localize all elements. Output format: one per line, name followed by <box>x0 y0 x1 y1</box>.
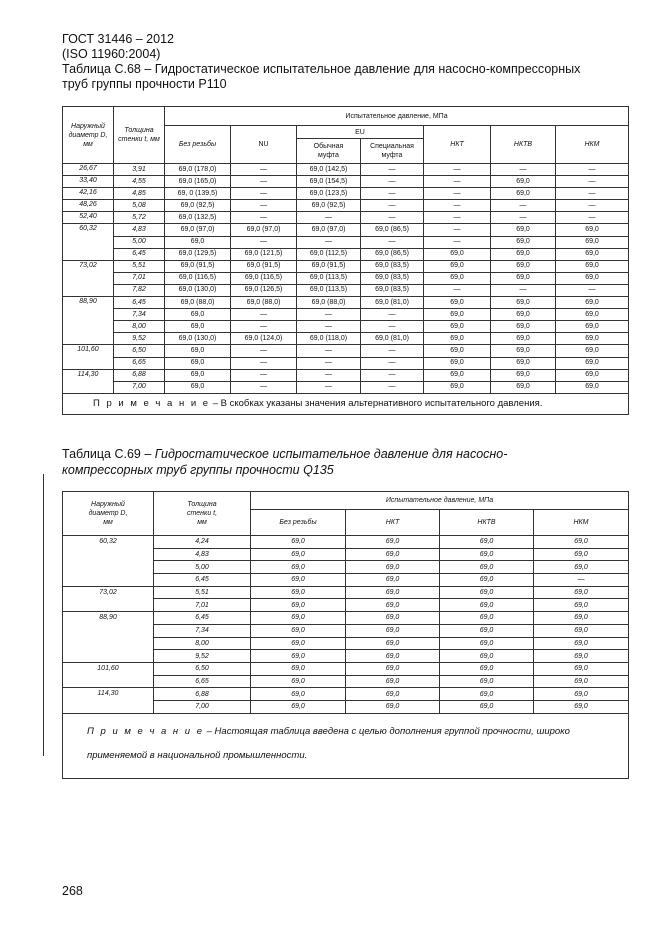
cell-wall: 7,00 <box>154 700 251 713</box>
cell-pressure: 69,0 <box>556 224 629 236</box>
cell-pressure: 69,0 <box>556 297 629 309</box>
cell-pressure: 69,0 (86,5) <box>361 248 424 260</box>
cell-pressure: 69,0 <box>424 333 491 345</box>
cell-pressure: 69,0 (91,5) <box>165 260 231 272</box>
cell-pressure: 69,0 <box>346 612 440 625</box>
cell-wall: 7,34 <box>154 624 251 637</box>
cell-pressure: 69,0 <box>491 176 556 188</box>
cell-wall: 5,51 <box>114 260 165 272</box>
cell-pressure: — <box>297 212 361 224</box>
cell-pressure: — <box>231 188 297 200</box>
cell-wall: 5,00 <box>114 236 165 248</box>
cell-pressure: — <box>361 381 424 393</box>
cell-pressure: 69,0 (88,0) <box>231 297 297 309</box>
cell-pressure: 69,0 <box>491 321 556 333</box>
cell-pressure: 69,0 <box>440 688 534 701</box>
cell-diameter: 73,02 <box>63 586 154 611</box>
cell-pressure: 69,0 <box>556 345 629 357</box>
cell-pressure: 69,0 (129,5) <box>165 248 231 260</box>
cell-pressure: 69,0 (116,5) <box>165 272 231 284</box>
cell-pressure: 69,0 <box>346 624 440 637</box>
table-69-title <box>62 446 507 478</box>
cell-diameter: 114,30 <box>63 369 114 393</box>
cell-pressure: 69,0 <box>440 548 534 561</box>
cell-pressure: — <box>556 200 629 212</box>
cell-pressure: 69,0 <box>534 637 629 650</box>
cell-pressure: 69,0 <box>440 536 534 549</box>
cell-pressure: — <box>361 188 424 200</box>
cell-pressure: — <box>297 345 361 357</box>
cell-diameter: 88,90 <box>63 297 114 345</box>
table-c68 <box>62 106 629 415</box>
cell-pressure: 69,0 (91,5) <box>231 260 297 272</box>
cell-pressure: — <box>424 176 491 188</box>
cell-pressure: 69,0 <box>491 381 556 393</box>
doc-code: ГОСТ 31446 – 2012 <box>62 32 174 46</box>
cell-pressure: — <box>231 345 297 357</box>
cell-pressure: 69,0 <box>251 612 346 625</box>
cell-pressure: — <box>231 212 297 224</box>
cell-pressure: 69,0 <box>534 624 629 637</box>
note-text: – Настоящая таблица введена с целью дополнения группой прочности, широко применяемой в национальной промышленности. <box>87 725 570 761</box>
cell-pressure: 69,0 <box>251 662 346 675</box>
table-row <box>63 688 629 701</box>
cell-pressure: 69,0 (130,0) <box>165 284 231 296</box>
table-row <box>63 369 629 381</box>
cell-pressure: 69,0 (165,0) <box>165 176 231 188</box>
cell-pressure: 69,0 <box>424 321 491 333</box>
table-row <box>63 272 629 284</box>
cell-pressure: 69,0 <box>534 561 629 574</box>
cell-pressure: 69,0 <box>534 599 629 612</box>
cell-pressure: 69,0 <box>251 675 346 688</box>
table-68-title-line1: Таблица С.68 – Гидростатическое испытательное давление для насосно-компрессорных <box>62 62 581 76</box>
cell-wall: 3,91 <box>114 164 165 176</box>
cell-wall: 6,50 <box>154 662 251 675</box>
col-header-diameter: Наружный диаметр D, мм <box>63 492 154 536</box>
table-c69-note <box>63 713 629 778</box>
table-69-title-line1: Гидростатическое испытательное давление для насосно- <box>154 447 508 461</box>
table-row <box>63 188 629 200</box>
cell-diameter: 73,02 <box>63 260 114 296</box>
table-69-title-line2: компрессорных труб группы прочности Q135 <box>62 463 334 477</box>
col-header-wall: Толщина стенки t, мм <box>114 107 165 164</box>
cell-pressure: 69,0 <box>424 369 491 381</box>
cell-pressure: — <box>361 309 424 321</box>
cell-pressure: — <box>556 284 629 296</box>
cell-pressure: 69,0 <box>346 688 440 701</box>
col-header-nkm: НКМ <box>556 126 629 164</box>
col-header-test-pressure: Испытательное давление, МПа <box>251 492 629 510</box>
cell-pressure: — <box>231 357 297 369</box>
cell-pressure: 69,0 <box>251 637 346 650</box>
table-69-title-prefix: Таблица С.69 – <box>62 447 155 461</box>
cell-pressure: 69,0 <box>165 345 231 357</box>
cell-pressure: 69,0 <box>424 260 491 272</box>
doc-iso-code: (ISO 11960:2004) <box>62 47 161 61</box>
table-row <box>63 236 629 248</box>
cell-pressure: 69,0 <box>556 369 629 381</box>
cell-pressure: 69,0 <box>346 586 440 599</box>
cell-pressure: 69,0 (91,5) <box>297 260 361 272</box>
col-header-nktv: НКТВ <box>491 126 556 164</box>
col-header-nkt: НКТ <box>424 126 491 164</box>
cell-pressure: 69,0 (97,0) <box>297 224 361 236</box>
cell-pressure: — <box>424 236 491 248</box>
cell-wall: 6,88 <box>154 688 251 701</box>
cell-wall: 6,45 <box>154 574 251 587</box>
table-68-title-line2: труб группы прочности Р110 <box>62 77 227 91</box>
cell-pressure: — <box>297 236 361 248</box>
table-row <box>63 260 629 272</box>
cell-pressure: 69,0 <box>165 309 231 321</box>
cell-pressure: 69,0 <box>251 688 346 701</box>
cell-pressure: 69,0 <box>440 700 534 713</box>
col-header-nkt: НКТ <box>346 510 440 536</box>
cell-pressure: 69,0 (123,5) <box>297 188 361 200</box>
cell-pressure: 69,0 (81,0) <box>361 297 424 309</box>
cell-pressure: — <box>231 164 297 176</box>
cell-wall: 7,01 <box>114 272 165 284</box>
cell-pressure: 69,0 <box>534 700 629 713</box>
cell-pressure: — <box>424 224 491 236</box>
cell-pressure: 69,0 <box>556 248 629 260</box>
cell-pressure: 69,0 <box>440 574 534 587</box>
cell-pressure: 69,0 <box>491 369 556 381</box>
cell-pressure: 69,0 <box>251 586 346 599</box>
cell-pressure: 69,0 <box>165 321 231 333</box>
cell-pressure: 69,0 <box>440 586 534 599</box>
cell-pressure: 69,0 <box>346 700 440 713</box>
cell-pressure: — <box>491 212 556 224</box>
cell-wall: 8,00 <box>154 637 251 650</box>
cell-pressure: 69,0 (92,5) <box>297 200 361 212</box>
cell-pressure: 69,0 <box>251 548 346 561</box>
cell-pressure: 69,0 <box>534 548 629 561</box>
cell-pressure: 69,0 <box>491 236 556 248</box>
cell-wall: 5,08 <box>114 200 165 212</box>
cell-wall: 5,72 <box>114 212 165 224</box>
cell-pressure: — <box>361 369 424 381</box>
cell-pressure: 69,0 <box>424 345 491 357</box>
cell-pressure: — <box>231 369 297 381</box>
table-c69 <box>62 491 629 779</box>
page-number: 268 <box>62 884 83 898</box>
cell-pressure: 69,0 <box>556 272 629 284</box>
cell-pressure: 69,0 <box>346 675 440 688</box>
cell-diameter: 33,40 <box>63 176 114 188</box>
cell-pressure: 69,0 <box>491 297 556 309</box>
cell-pressure: — <box>361 345 424 357</box>
cell-wall: 7,34 <box>114 309 165 321</box>
cell-pressure: 69,0 <box>251 536 346 549</box>
cell-pressure: — <box>297 309 361 321</box>
cell-pressure: — <box>424 284 491 296</box>
table-row <box>63 309 629 321</box>
table-row <box>63 345 629 357</box>
table-row <box>63 200 629 212</box>
cell-pressure: — <box>361 176 424 188</box>
cell-wall: 4,83 <box>154 548 251 561</box>
cell-pressure: 69,0 (83,5) <box>361 272 424 284</box>
cell-pressure: 69,0 <box>424 309 491 321</box>
cell-pressure: — <box>491 164 556 176</box>
cell-diameter: 42,16 <box>63 188 114 200</box>
cell-diameter: 52,40 <box>63 212 114 224</box>
cell-pressure: 69,0 <box>346 662 440 675</box>
cell-pressure: 69,0 <box>534 650 629 663</box>
cell-pressure: — <box>361 164 424 176</box>
cell-wall: 5,51 <box>154 586 251 599</box>
cell-pressure: 69,0 <box>346 548 440 561</box>
cell-pressure: 69,0 (92,5) <box>165 200 231 212</box>
cell-pressure: — <box>361 200 424 212</box>
cell-pressure: — <box>556 212 629 224</box>
cell-pressure: 69,0 <box>534 662 629 675</box>
cell-pressure: 69,0 <box>424 248 491 260</box>
cell-pressure: 69,0 (81,0) <box>361 333 424 345</box>
cell-pressure: 69,0 <box>165 381 231 393</box>
cell-wall: 6,45 <box>154 612 251 625</box>
cell-pressure: 69,0 (118,0) <box>297 333 361 345</box>
cell-pressure: 69,0 (88,0) <box>297 297 361 309</box>
cell-pressure: — <box>491 200 556 212</box>
cell-pressure: 69,0 <box>534 688 629 701</box>
cell-pressure: — <box>297 321 361 333</box>
cell-pressure: 69,0 (126,5) <box>231 284 297 296</box>
cell-wall: 9,52 <box>154 650 251 663</box>
cell-pressure: 69,0 <box>534 536 629 549</box>
cell-pressure: 69,0 <box>440 561 534 574</box>
cell-pressure: 69,0 <box>424 272 491 284</box>
cell-wall: 6,45 <box>114 297 165 309</box>
cell-pressure: — <box>361 236 424 248</box>
cell-pressure: 69,0 (112,5) <box>297 248 361 260</box>
cell-pressure: 69,0 <box>346 650 440 663</box>
cell-pressure: 69,0 <box>251 624 346 637</box>
margin-line <box>43 474 44 756</box>
cell-pressure: — <box>424 188 491 200</box>
note-text: – В скобках указаны значения альтернативного испытательного давления. <box>210 398 543 410</box>
cell-pressure: 69,0 <box>440 675 534 688</box>
col-header-wall: Толщина стенки t, мм <box>154 492 251 536</box>
cell-diameter: 101,60 <box>63 662 154 687</box>
cell-pressure: 69,0 <box>556 260 629 272</box>
cell-wall: 6,65 <box>114 357 165 369</box>
cell-pressure: 69,0 <box>556 357 629 369</box>
cell-pressure: 69,0 (97,0) <box>231 224 297 236</box>
cell-pressure: 69,0 <box>556 333 629 345</box>
table-row <box>63 212 629 224</box>
cell-pressure: — <box>297 369 361 381</box>
cell-diameter: 26,67 <box>63 164 114 176</box>
table-row <box>63 248 629 260</box>
table-row <box>63 662 629 675</box>
table-row <box>63 284 629 296</box>
cell-pressure: 69,0 <box>346 561 440 574</box>
cell-wall: 7,00 <box>114 381 165 393</box>
cell-pressure: 69,0 <box>491 333 556 345</box>
cell-pressure: 69,0 (142,5) <box>297 164 361 176</box>
table-row <box>63 536 629 549</box>
cell-pressure: 69,0 <box>534 612 629 625</box>
col-header-no-thread: Без резьбы <box>251 510 346 536</box>
cell-pressure: 69,0 <box>556 309 629 321</box>
cell-pressure: 69,0 <box>491 188 556 200</box>
cell-diameter: 48,26 <box>63 200 114 212</box>
cell-pressure: 69,0 <box>491 224 556 236</box>
table-row <box>63 357 629 369</box>
table-c68-note <box>63 393 629 414</box>
cell-pressure: 69,0 <box>440 662 534 675</box>
cell-pressure: 69,0 <box>440 612 534 625</box>
cell-pressure: — <box>297 357 361 369</box>
cell-pressure: 69,0 (83,5) <box>361 284 424 296</box>
table-row <box>63 333 629 345</box>
cell-wall: 4,24 <box>154 536 251 549</box>
cell-pressure: — <box>231 381 297 393</box>
col-header-eu-regular: Обычная муфта <box>297 139 361 164</box>
cell-wall: 6,65 <box>154 675 251 688</box>
cell-wall: 9,52 <box>114 333 165 345</box>
cell-diameter: 60,32 <box>63 536 154 587</box>
cell-pressure: — <box>361 321 424 333</box>
cell-pressure: 69,0 <box>491 345 556 357</box>
cell-pressure: 69,0 <box>251 650 346 663</box>
cell-pressure: 69,0 <box>424 297 491 309</box>
cell-pressure: — <box>231 321 297 333</box>
cell-pressure: 69,0 <box>556 236 629 248</box>
table-row <box>63 297 629 309</box>
cell-pressure: — <box>231 309 297 321</box>
cell-pressure: 69,0 <box>346 574 440 587</box>
cell-pressure: 69,0 (130,0) <box>165 333 231 345</box>
cell-pressure: 69,0 <box>491 260 556 272</box>
table-row <box>63 321 629 333</box>
note-label: П р и м е ч а н и е <box>93 398 211 410</box>
cell-pressure: 69,0 (154,5) <box>297 176 361 188</box>
cell-pressure: 69,0 <box>556 381 629 393</box>
table-row <box>63 176 629 188</box>
cell-pressure: 69,0 <box>556 321 629 333</box>
cell-pressure: 69,0 <box>491 309 556 321</box>
cell-pressure: — <box>556 176 629 188</box>
cell-pressure: 69,0 <box>346 536 440 549</box>
cell-pressure: — <box>361 212 424 224</box>
cell-pressure: — <box>231 236 297 248</box>
cell-wall: 4,85 <box>114 188 165 200</box>
col-header-nkm: НКМ <box>534 510 629 536</box>
cell-pressure: 69,0 <box>251 561 346 574</box>
cell-pressure: 69,0 (178,0) <box>165 164 231 176</box>
cell-pressure: 69,0 <box>491 272 556 284</box>
table-c69-body <box>63 536 629 714</box>
cell-pressure: 69,0 (121,5) <box>231 248 297 260</box>
cell-pressure: 69,0 <box>440 624 534 637</box>
cell-pressure: 69,0 (113,5) <box>297 272 361 284</box>
cell-pressure: 69,0 <box>251 574 346 587</box>
cell-pressure: 69,0 <box>440 637 534 650</box>
cell-pressure: 69,0 <box>346 637 440 650</box>
cell-pressure: 69,0 <box>534 675 629 688</box>
cell-pressure: 69,0 (116,5) <box>231 272 297 284</box>
cell-pressure: 69,0 <box>440 650 534 663</box>
cell-wall: 8,00 <box>114 321 165 333</box>
cell-pressure: 69,0 <box>491 248 556 260</box>
cell-diameter: 60,32 <box>63 224 114 260</box>
col-header-eu-special: Специальная муфта <box>361 139 424 164</box>
col-header-diameter: Наружный диаметр D, мм <box>63 107 114 164</box>
cell-pressure: — <box>424 164 491 176</box>
cell-pressure: — <box>231 200 297 212</box>
table-row <box>63 612 629 625</box>
cell-pressure: 69, 0 (139,5) <box>165 188 231 200</box>
table-row <box>63 224 629 236</box>
cell-pressure: — <box>556 188 629 200</box>
cell-pressure: — <box>556 164 629 176</box>
cell-pressure: 69,0 (132,5) <box>165 212 231 224</box>
col-header-nktv: НКТВ <box>440 510 534 536</box>
table-row <box>63 586 629 599</box>
cell-pressure: 69,0 <box>424 381 491 393</box>
cell-diameter: 114,30 <box>63 688 154 713</box>
col-header-nu: NU <box>231 126 297 164</box>
cell-wall: 6,45 <box>114 248 165 260</box>
cell-pressure: 69,0 (86,5) <box>361 224 424 236</box>
cell-pressure: — <box>361 357 424 369</box>
cell-pressure: 69,0 (83,5) <box>361 260 424 272</box>
note-label: П р и м е ч а н и е <box>87 725 204 737</box>
cell-wall: 4,83 <box>114 224 165 236</box>
cell-diameter: 101,60 <box>63 345 114 369</box>
cell-pressure: 69,0 <box>165 369 231 381</box>
col-header-test-pressure: Испытательное давление, МПа <box>165 107 629 126</box>
cell-wall: 4,55 <box>114 176 165 188</box>
cell-wall: 7,01 <box>154 599 251 612</box>
cell-pressure: 69,0 <box>346 599 440 612</box>
cell-pressure: 69,0 <box>534 586 629 599</box>
cell-pressure: 69,0 <box>251 599 346 612</box>
cell-pressure: — <box>424 212 491 224</box>
cell-pressure: 69,0 <box>424 357 491 369</box>
table-row <box>63 381 629 393</box>
cell-wall: 6,88 <box>114 369 165 381</box>
col-header-no-thread: Без резьбы <box>165 126 231 164</box>
cell-pressure: 69,0 (97,0) <box>165 224 231 236</box>
cell-pressure: — <box>297 381 361 393</box>
cell-wall: 7,82 <box>114 284 165 296</box>
cell-pressure: — <box>424 200 491 212</box>
cell-pressure: — <box>534 574 629 587</box>
cell-pressure: 69,0 <box>491 357 556 369</box>
cell-diameter: 88,90 <box>63 612 154 663</box>
cell-pressure: 69,0 (124,0) <box>231 333 297 345</box>
table-c68-body <box>63 164 629 394</box>
cell-pressure: 69,0 (113,5) <box>297 284 361 296</box>
cell-pressure: 69,0 <box>440 599 534 612</box>
cell-pressure: 69,0 <box>251 700 346 713</box>
cell-wall: 5,00 <box>154 561 251 574</box>
cell-pressure: 69,0 (88,0) <box>165 297 231 309</box>
cell-pressure: 69,0 <box>165 236 231 248</box>
table-row <box>63 164 629 176</box>
cell-pressure: 69,0 <box>165 357 231 369</box>
cell-pressure: — <box>231 176 297 188</box>
cell-pressure: — <box>491 284 556 296</box>
cell-wall: 6,50 <box>114 345 165 357</box>
col-header-eu: EU <box>297 126 424 139</box>
